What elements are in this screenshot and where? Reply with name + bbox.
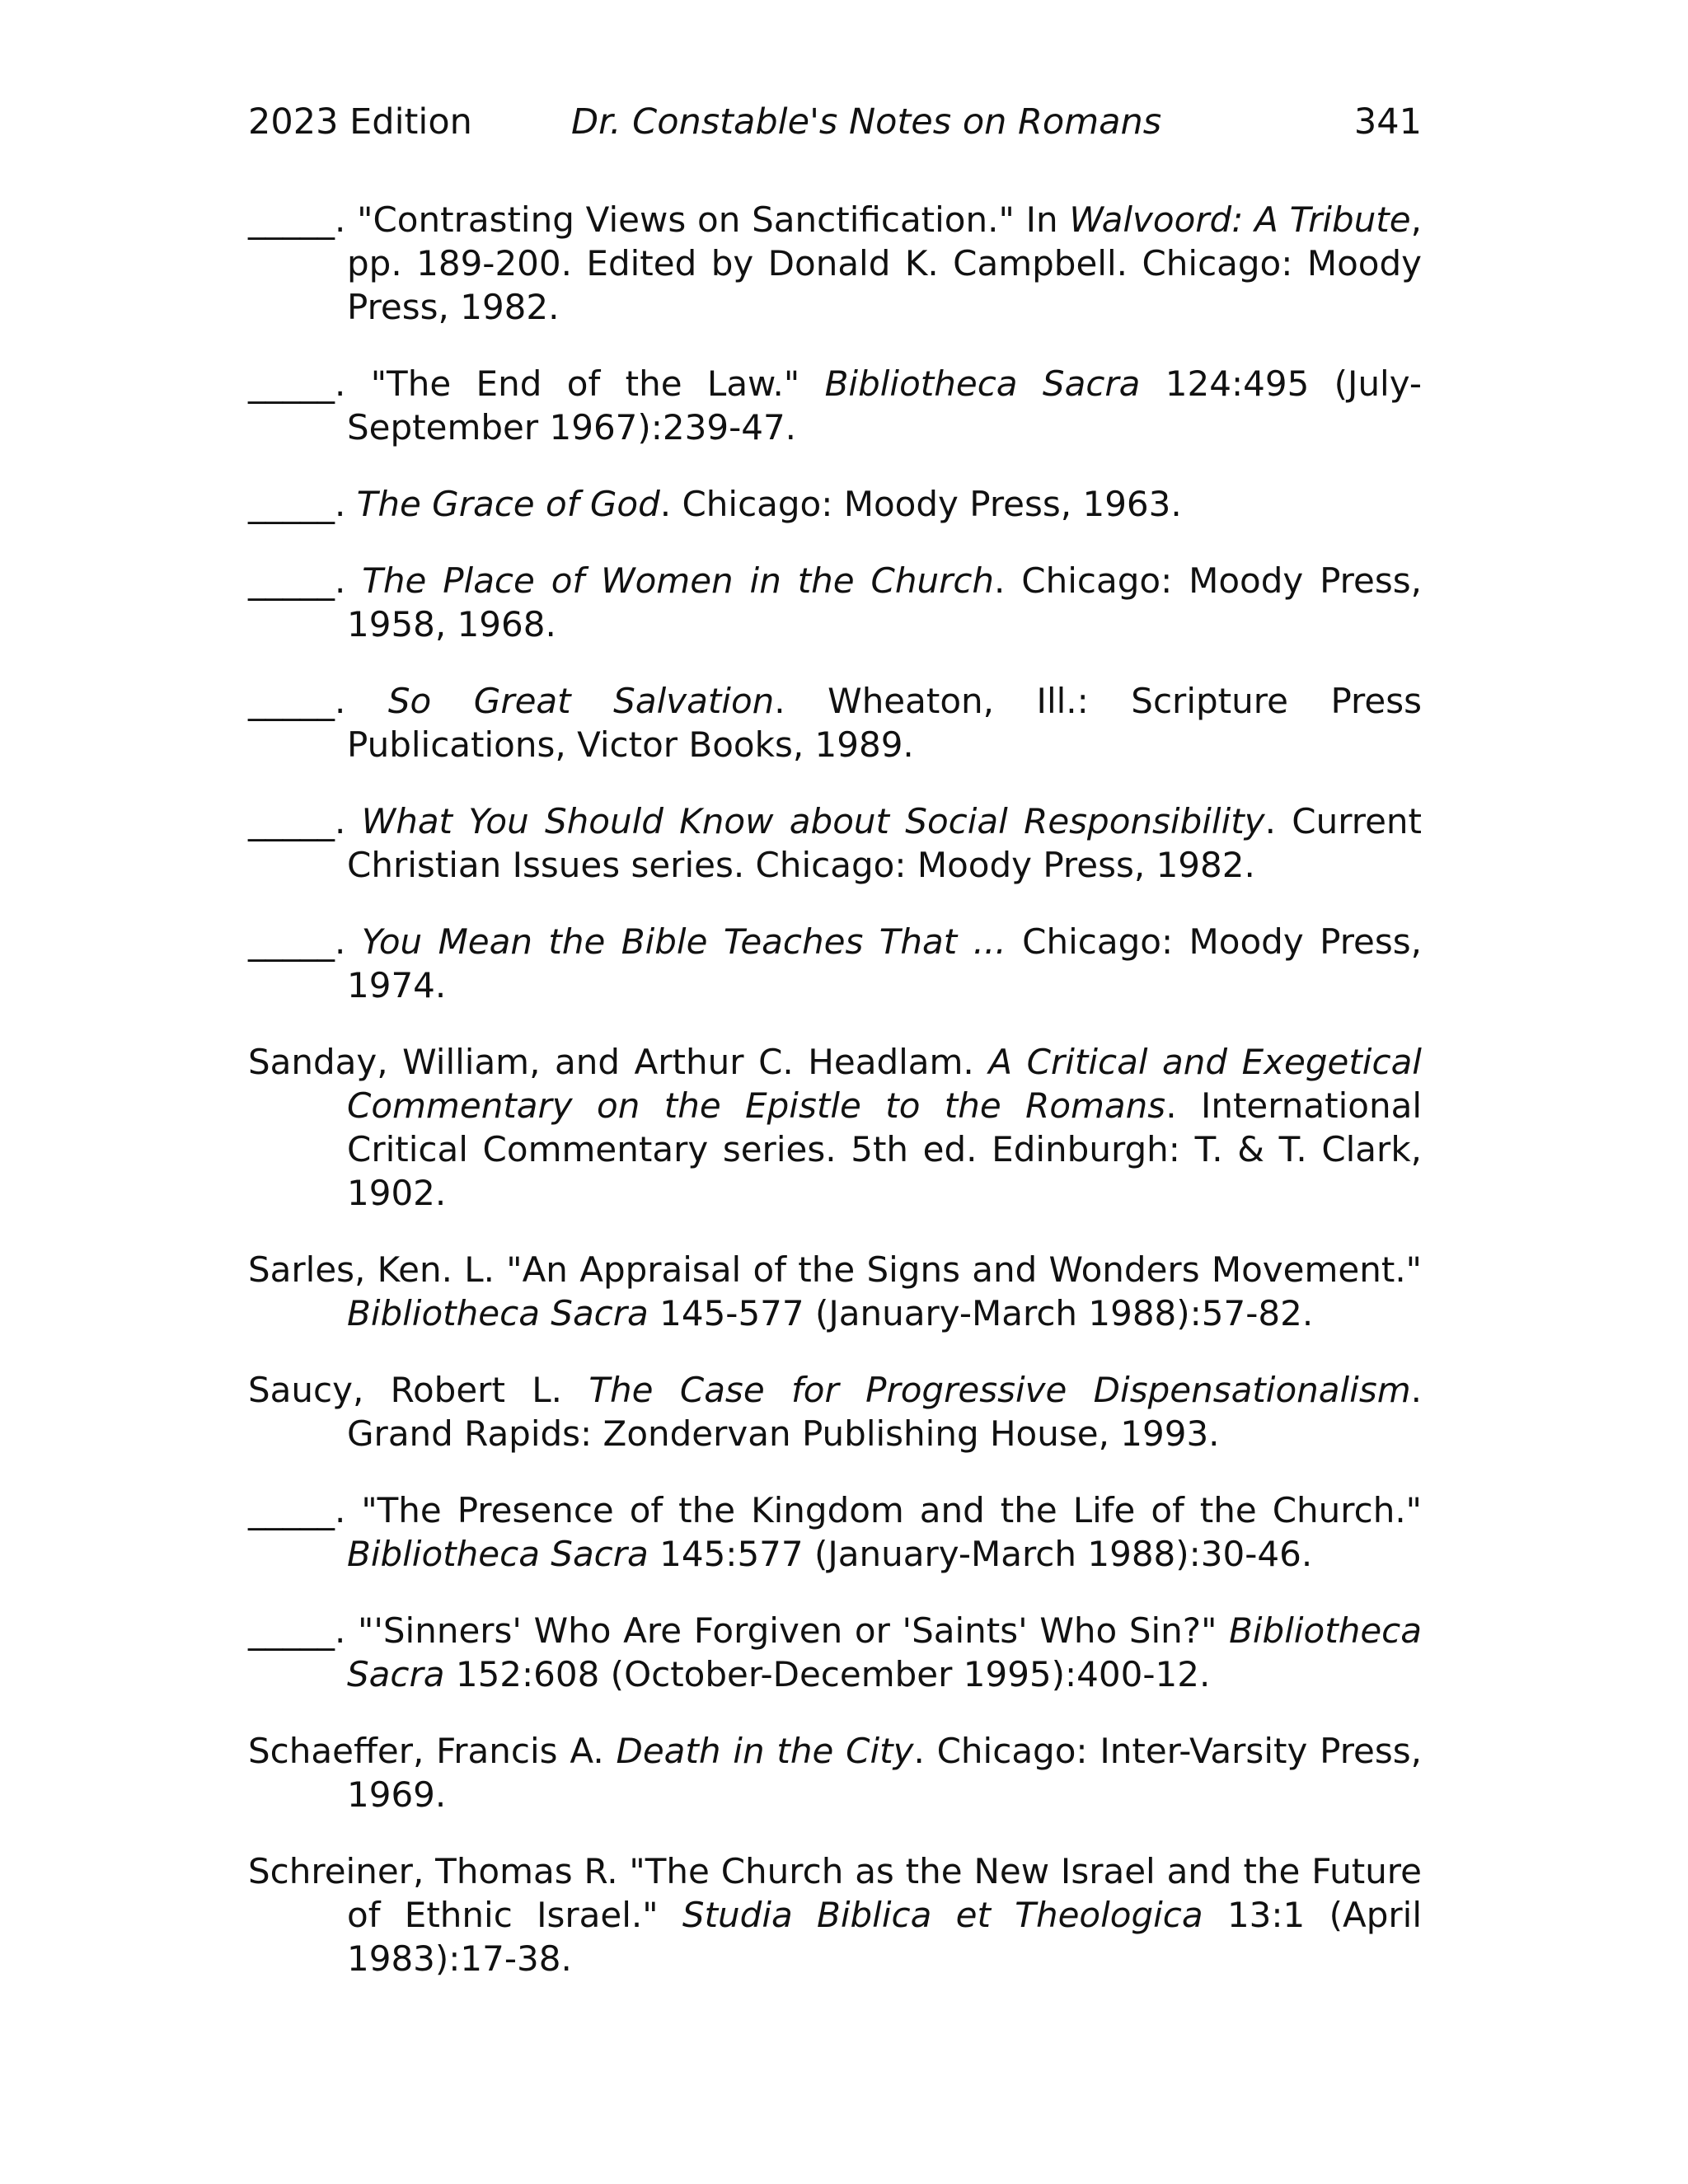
entry-text: 145:577 (January-March 1988):30-46.: [648, 1534, 1313, 1574]
entry-text: 145-577 (January-March 1988):57-82.: [648, 1293, 1314, 1333]
entry-text: . Grand Rapids: Zondervan Publishing House, 1993.: [347, 1370, 1422, 1454]
entry-text: . Wheaton, Ill.: Scripture Press Publications, Victor Books, 1989.: [347, 681, 1422, 765]
entry-title-italic: Bibliotheca Sacra: [347, 1293, 649, 1333]
bibliography-entry: [248, 1609, 1422, 1696]
bibliography-entry: [248, 1368, 1422, 1455]
document-title: Dr. Constable's Notes on Romans: [571, 101, 1162, 143]
entry-title-italic: The Place of Women in the Church: [362, 560, 995, 601]
entry-title-italic: What You Should Know about Social Responsibility: [361, 801, 1265, 841]
entry-title-italic: Death in the City: [616, 1731, 914, 1771]
entry-text: . Chicago: Moody Press, 1958, 1968.: [347, 560, 1422, 644]
bibliography-entry: [248, 679, 1422, 766]
entry-text: _____.: [248, 921, 362, 962]
bibliography-entry: [248, 559, 1422, 646]
bibliography-entry: [248, 362, 1422, 449]
entry-text: , pp. 189-200. Edited by Donald K. Campbell. Chicago: Moody Press, 1982.: [347, 199, 1422, 327]
entry-text: . Current Christian Issues series. Chicago: Moody Press, 1982.: [347, 801, 1422, 885]
entry-text: Chicago: Moody Press, 1974.: [347, 921, 1422, 1005]
entry-text: _____.: [248, 801, 362, 841]
entry-title-italic: Bibliotheca Sacra: [824, 363, 1141, 404]
bibliography-entry: [248, 1040, 1422, 1215]
entry-title-italic: A Critical and Exegetical Commentary on the Epistle to the Romans: [347, 1042, 1422, 1126]
bibliography-entry: [248, 1849, 1422, 1980]
entry-text: _____. "The End of the Law.": [248, 363, 825, 404]
entry-text: _____. "Contrasting Views on Sanctification." In: [248, 199, 1070, 240]
entry-title-italic: The Grace of God: [356, 484, 660, 524]
entry-title-italic: Bibliotheca Sacra: [347, 1610, 1422, 1694]
bibliography-entry: [248, 799, 1422, 887]
entry-text: 152:608 (October-December 1995):400-12.: [444, 1654, 1211, 1694]
bibliography-entry: [248, 482, 1422, 526]
entry-text: _____.: [248, 681, 388, 721]
bibliography-entry: [248, 1248, 1422, 1335]
entry-text: Sanday, William, and Arthur C. Headlam.: [248, 1042, 989, 1082]
entry-title-italic: Studia Biblica et Theologica: [682, 1895, 1203, 1935]
edition-label: 2023 Edition: [248, 101, 472, 143]
entry-text: _____.: [248, 560, 363, 601]
entry-text: _____.: [248, 484, 357, 524]
entry-title-italic: The Case for Progressive Dispensationalism: [588, 1370, 1411, 1410]
bibliography-entry: [248, 1729, 1422, 1816]
page-number: 341: [1353, 101, 1422, 143]
entry-title-italic: You Mean the Bible Teaches That ...: [361, 921, 1006, 962]
entry-title-italic: Walvoord: A Tribute: [1069, 199, 1411, 240]
bibliography-entry: [248, 920, 1422, 1007]
entry-title-italic: So Great Salvation: [387, 681, 775, 721]
entry-text: _____. "The Presence of the Kingdom and the Life of the Church.": [248, 1490, 1422, 1530]
entry-title-italic: Bibliotheca Sacra: [347, 1534, 649, 1574]
entry-text: . Chicago: Moody Press, 1963.: [659, 484, 1182, 524]
bibliography-entry: [248, 198, 1422, 329]
page-header: [248, 97, 1422, 147]
entry-text: Schaeffer, Francis A.: [248, 1731, 617, 1771]
entry-text: . International Critical Commentary series. 5th ed. Edinburgh: T. & T. Clark, 1902.: [347, 1085, 1423, 1213]
entry-text: 124:495 (July-September 1967):239-47.: [347, 363, 1422, 448]
bibliography-list: [248, 198, 1422, 2013]
entry-text: . Chicago: Inter-Varsity Press, 1969.: [347, 1731, 1423, 1815]
entry-text: Saucy, Robert L.: [248, 1370, 589, 1410]
entry-text: 13:1 (April 1983):17-38.: [347, 1895, 1422, 1979]
entry-text: Schreiner, Thomas R. "The Church as the New Israel and the Future of Ethnic Israel.": [248, 1851, 1422, 1935]
entry-text: _____. "'Sinners' Who Are Forgiven or 'Saints' Who Sin?": [248, 1610, 1230, 1651]
entry-text: Sarles, Ken. L. "An Appraisal of the Signs and Wonders Movement.": [248, 1249, 1422, 1290]
bibliography-entry: [248, 1488, 1422, 1576]
